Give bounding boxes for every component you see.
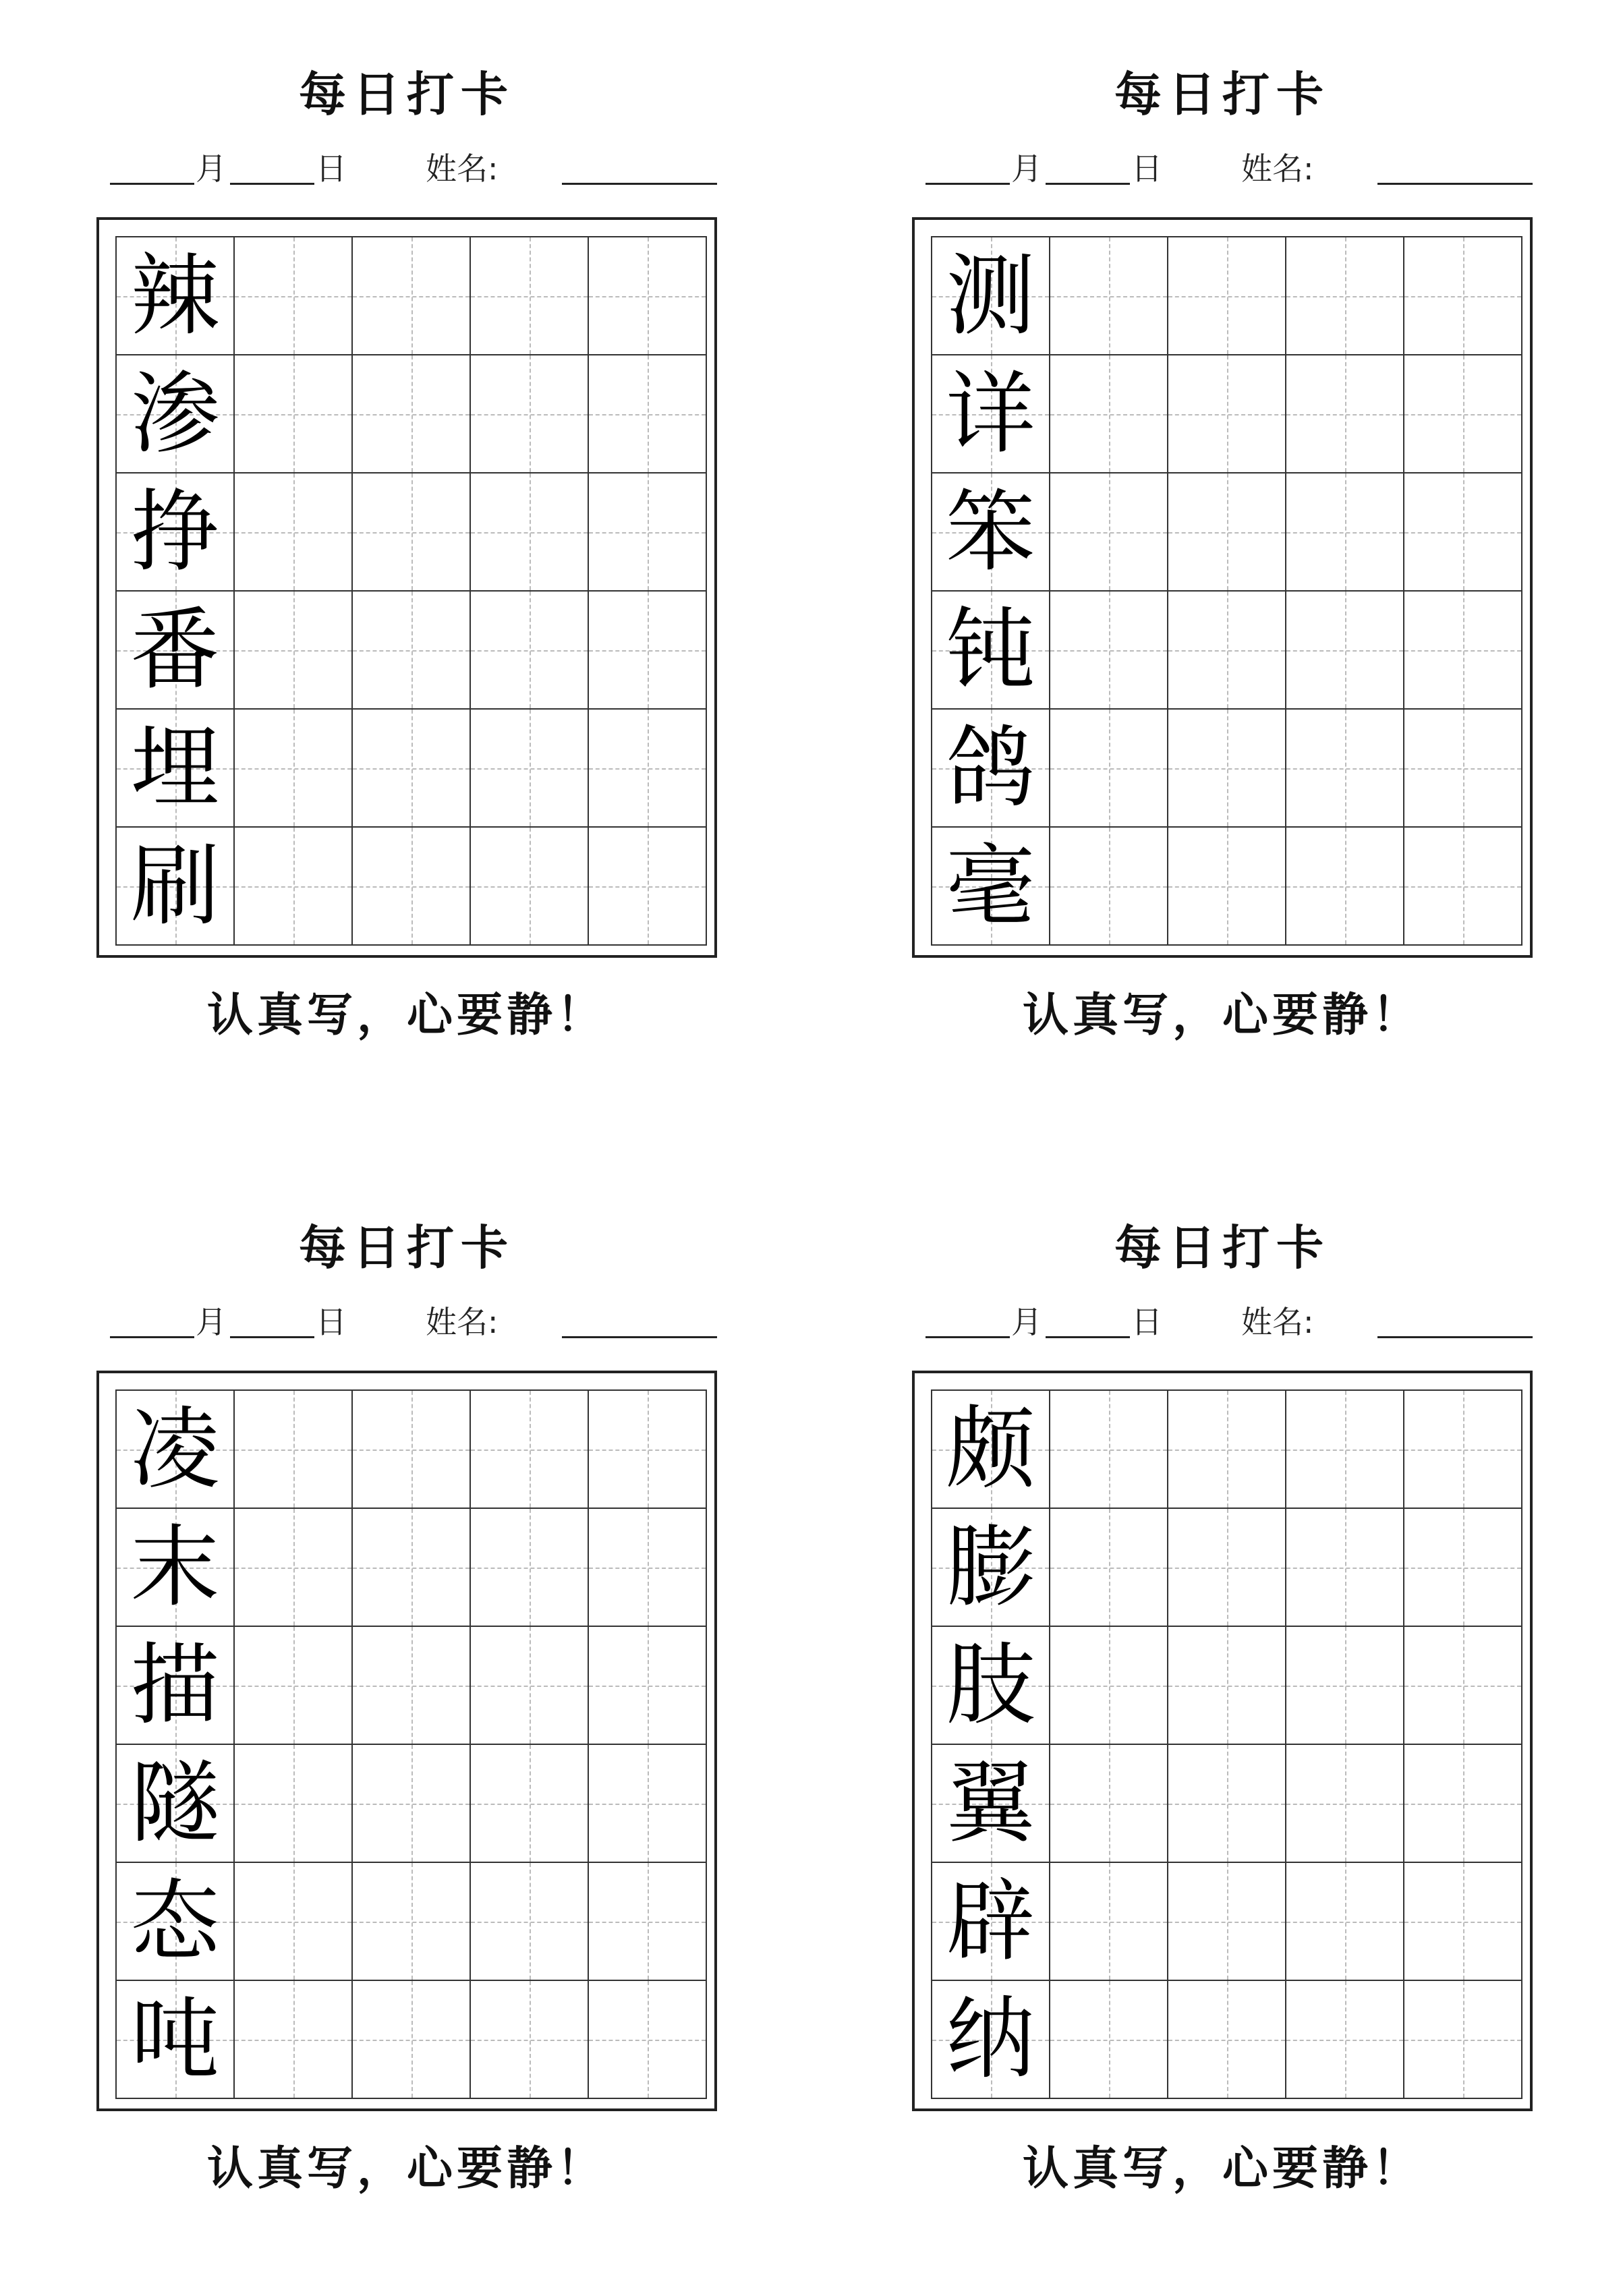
grid-row xyxy=(116,1626,706,1744)
example-character: 颇 xyxy=(946,1397,1035,1501)
day-blank[interactable] xyxy=(230,183,314,185)
writing-cell[interactable] xyxy=(588,591,706,709)
writing-cell[interactable] xyxy=(1286,1980,1404,2098)
example-cell xyxy=(116,1390,234,1508)
grid-row xyxy=(932,1744,1522,1862)
example-cell xyxy=(932,1390,1050,1508)
writing-cell[interactable] xyxy=(1050,237,1168,355)
writing-cell[interactable] xyxy=(1050,473,1168,591)
writing-cell[interactable] xyxy=(1050,827,1168,945)
month-label: 月 xyxy=(196,150,227,187)
grid-row xyxy=(116,591,706,709)
grid-row xyxy=(116,827,706,945)
grid-row xyxy=(116,1390,706,1508)
writing-cell[interactable] xyxy=(1168,237,1286,355)
example-character: 凌 xyxy=(130,1397,220,1501)
example-character: 吨 xyxy=(130,1987,220,2092)
writing-cell[interactable] xyxy=(234,473,352,591)
practice-card-2 xyxy=(885,0,1560,1079)
day-label: 日 xyxy=(1131,1304,1162,1340)
grid-row xyxy=(932,1862,1522,1980)
writing-cell[interactable] xyxy=(588,355,706,473)
practice-card-3 xyxy=(69,1153,744,2233)
writing-cell[interactable] xyxy=(234,591,352,709)
writing-cell[interactable] xyxy=(588,1744,706,1862)
writing-cell[interactable] xyxy=(1168,827,1286,945)
grid-row xyxy=(116,473,706,591)
example-character: 肢 xyxy=(946,1633,1035,1738)
grid-row xyxy=(932,591,1522,709)
writing-cell[interactable] xyxy=(352,473,470,591)
grid-row xyxy=(932,709,1522,827)
example-character: 纳 xyxy=(946,1987,1035,2092)
example-cell xyxy=(116,1626,234,1744)
example-cell xyxy=(116,237,234,355)
writing-cell[interactable] xyxy=(470,709,588,827)
writing-cell[interactable] xyxy=(1286,1508,1404,1626)
writing-cell[interactable] xyxy=(352,591,470,709)
tian-grid xyxy=(115,236,707,946)
writing-cell[interactable] xyxy=(1168,709,1286,827)
month-label: 月 xyxy=(196,1304,227,1340)
writing-cell[interactable] xyxy=(352,1508,470,1626)
writing-cell[interactable] xyxy=(234,1744,352,1862)
writing-cell[interactable] xyxy=(1286,1744,1404,1862)
card-title: 每日打卡 xyxy=(1114,66,1330,122)
writing-cell[interactable] xyxy=(352,1862,470,1980)
writing-cell[interactable] xyxy=(1404,473,1522,591)
example-cell xyxy=(116,1508,234,1626)
writing-cell[interactable] xyxy=(470,1626,588,1744)
example-character: 翼 xyxy=(946,1751,1035,1856)
card-title: 每日打卡 xyxy=(1114,1219,1330,1275)
writing-cell[interactable] xyxy=(352,1744,470,1862)
writing-cell[interactable] xyxy=(1286,591,1404,709)
month-blank[interactable] xyxy=(926,1336,1010,1338)
grid-row xyxy=(932,1980,1522,2098)
writing-cell[interactable] xyxy=(1286,1390,1404,1508)
month-blank[interactable] xyxy=(926,183,1010,185)
motto-text: 认真写，心要静！ xyxy=(1022,2142,1422,2195)
name-blank[interactable] xyxy=(562,1336,717,1338)
writing-cell[interactable] xyxy=(1168,591,1286,709)
writing-cell[interactable] xyxy=(1404,1508,1522,1626)
info-line xyxy=(110,1295,704,1342)
grid-row xyxy=(116,1508,706,1626)
motto-text: 认真写，心要静！ xyxy=(1022,988,1422,1042)
writing-cell[interactable] xyxy=(1168,1626,1286,1744)
writing-cell[interactable] xyxy=(470,591,588,709)
example-cell xyxy=(116,591,234,709)
example-cell xyxy=(116,1980,234,2098)
example-cell xyxy=(932,591,1050,709)
writing-cell[interactable] xyxy=(1050,1508,1168,1626)
writing-cell[interactable] xyxy=(352,1980,470,2098)
day-blank[interactable] xyxy=(230,1336,314,1338)
writing-cell[interactable] xyxy=(1404,1744,1522,1862)
writing-cell[interactable] xyxy=(1286,1626,1404,1744)
example-character: 挣 xyxy=(130,480,220,584)
example-cell xyxy=(116,827,234,945)
writing-cell[interactable] xyxy=(234,709,352,827)
writing-cell[interactable] xyxy=(588,237,706,355)
writing-cell[interactable] xyxy=(1050,1980,1168,2098)
grid-row xyxy=(932,1626,1522,1744)
practice-card-1 xyxy=(69,0,744,1079)
writing-cell[interactable] xyxy=(1404,709,1522,827)
example-character: 隧 xyxy=(130,1751,220,1856)
writing-cell[interactable] xyxy=(1404,355,1522,473)
writing-cell[interactable] xyxy=(470,355,588,473)
example-character: 末 xyxy=(130,1515,220,1619)
name-label: 姓名: xyxy=(426,150,499,187)
writing-cell[interactable] xyxy=(588,1862,706,1980)
writing-cell[interactable] xyxy=(352,355,470,473)
writing-cell[interactable] xyxy=(1050,1626,1168,1744)
month-label: 月 xyxy=(1011,1304,1042,1340)
example-character: 辟 xyxy=(946,1869,1035,1974)
writing-cell[interactable] xyxy=(1050,1744,1168,1862)
writing-cell[interactable] xyxy=(1404,1980,1522,2098)
writing-cell[interactable] xyxy=(588,1980,706,2098)
example-cell xyxy=(116,355,234,473)
example-character: 膨 xyxy=(946,1515,1035,1619)
writing-cell[interactable] xyxy=(588,1626,706,1744)
writing-cell[interactable] xyxy=(1404,1626,1522,1744)
tian-grid xyxy=(115,1389,707,2099)
card-title: 每日打卡 xyxy=(299,1219,515,1275)
example-cell xyxy=(932,473,1050,591)
example-cell xyxy=(116,473,234,591)
info-line xyxy=(110,142,704,189)
example-character: 态 xyxy=(130,1869,220,1974)
writing-cell[interactable] xyxy=(1050,709,1168,827)
info-line xyxy=(926,142,1519,189)
writing-cell[interactable] xyxy=(588,827,706,945)
writing-cell[interactable] xyxy=(1404,827,1522,945)
writing-cell[interactable] xyxy=(1050,1862,1168,1980)
name-blank[interactable] xyxy=(1377,183,1533,185)
day-label: 日 xyxy=(316,150,347,187)
tian-grid xyxy=(931,236,1522,946)
example-cell xyxy=(932,1744,1050,1862)
tian-grid xyxy=(931,1389,1522,2099)
writing-cell[interactable] xyxy=(1050,591,1168,709)
example-cell xyxy=(932,237,1050,355)
writing-cell[interactable] xyxy=(1286,473,1404,591)
writing-cell[interactable] xyxy=(234,1980,352,2098)
example-cell xyxy=(932,1980,1050,2098)
writing-cell[interactable] xyxy=(1404,237,1522,355)
writing-cell[interactable] xyxy=(1168,1508,1286,1626)
example-character: 渗 xyxy=(130,362,220,466)
month-label: 月 xyxy=(1011,150,1042,187)
practice-card-4 xyxy=(885,1153,1560,2233)
grid-row xyxy=(932,473,1522,591)
writing-cell[interactable] xyxy=(470,1390,588,1508)
writing-cell[interactable] xyxy=(588,473,706,591)
writing-cell[interactable] xyxy=(234,1626,352,1744)
example-character: 刷 xyxy=(130,834,220,938)
writing-cell[interactable] xyxy=(1404,591,1522,709)
motto-text: 认真写，心要静！ xyxy=(206,988,606,1042)
example-character: 鸽 xyxy=(946,716,1035,820)
example-character: 番 xyxy=(130,598,220,702)
grid-row xyxy=(932,237,1522,355)
writing-cell[interactable] xyxy=(588,1390,706,1508)
grid-row xyxy=(932,827,1522,945)
grid-row xyxy=(932,355,1522,473)
writing-cell[interactable] xyxy=(470,1744,588,1862)
grid-row xyxy=(116,1862,706,1980)
day-label: 日 xyxy=(316,1304,347,1340)
writing-cell[interactable] xyxy=(234,1390,352,1508)
writing-cell[interactable] xyxy=(234,1862,352,1980)
name-label: 姓名: xyxy=(1241,1304,1314,1340)
name-blank[interactable] xyxy=(1377,1336,1533,1338)
example-cell xyxy=(932,1862,1050,1980)
writing-cell[interactable] xyxy=(352,237,470,355)
example-cell xyxy=(932,355,1050,473)
writing-cell[interactable] xyxy=(1286,355,1404,473)
writing-cell[interactable] xyxy=(1168,473,1286,591)
writing-cell[interactable] xyxy=(470,473,588,591)
example-cell xyxy=(932,827,1050,945)
motto-text: 认真写，心要静！ xyxy=(206,2142,606,2195)
writing-cell[interactable] xyxy=(1050,1390,1168,1508)
writing-cell[interactable] xyxy=(470,1980,588,2098)
name-label: 姓名: xyxy=(426,1304,499,1340)
example-cell xyxy=(116,1862,234,1980)
writing-cell[interactable] xyxy=(1168,1390,1286,1508)
example-character: 辣 xyxy=(130,243,220,348)
card-title: 每日打卡 xyxy=(299,66,515,122)
writing-cell[interactable] xyxy=(352,709,470,827)
day-label: 日 xyxy=(1131,150,1162,187)
writing-cell[interactable] xyxy=(234,355,352,473)
example-character: 测 xyxy=(946,243,1035,348)
writing-cell[interactable] xyxy=(470,1862,588,1980)
writing-cell[interactable] xyxy=(470,827,588,945)
grid-row xyxy=(116,1980,706,2098)
writing-cell[interactable] xyxy=(1286,709,1404,827)
name-blank[interactable] xyxy=(562,183,717,185)
grid-row xyxy=(116,1744,706,1862)
example-cell xyxy=(116,709,234,827)
day-blank[interactable] xyxy=(1046,183,1130,185)
info-line xyxy=(926,1295,1519,1342)
name-label: 姓名: xyxy=(1241,150,1314,187)
writing-cell[interactable] xyxy=(352,1390,470,1508)
writing-cell[interactable] xyxy=(588,709,706,827)
month-blank[interactable] xyxy=(110,1336,194,1338)
example-cell xyxy=(932,1626,1050,1744)
writing-cell[interactable] xyxy=(234,237,352,355)
example-character: 详 xyxy=(946,362,1035,466)
writing-cell[interactable] xyxy=(352,827,470,945)
example-character: 埋 xyxy=(130,716,220,820)
writing-cell[interactable] xyxy=(1168,1980,1286,2098)
writing-cell[interactable] xyxy=(1168,1744,1286,1862)
writing-cell[interactable] xyxy=(1168,1862,1286,1980)
example-character: 毫 xyxy=(946,834,1035,938)
writing-cell[interactable] xyxy=(234,1508,352,1626)
grid-row xyxy=(116,355,706,473)
example-character: 钝 xyxy=(946,598,1035,702)
writing-cell[interactable] xyxy=(1286,1862,1404,1980)
writing-cell[interactable] xyxy=(234,827,352,945)
writing-cell[interactable] xyxy=(1168,355,1286,473)
example-cell xyxy=(932,709,1050,827)
grid-row xyxy=(932,1508,1522,1626)
writing-cell[interactable] xyxy=(1286,237,1404,355)
writing-cell[interactable] xyxy=(470,237,588,355)
writing-cell[interactable] xyxy=(1404,1390,1522,1508)
example-cell xyxy=(116,1744,234,1862)
grid-row xyxy=(932,1390,1522,1508)
example-cell xyxy=(932,1508,1050,1626)
writing-cell[interactable] xyxy=(1286,827,1404,945)
grid-row xyxy=(116,237,706,355)
writing-cell[interactable] xyxy=(1050,355,1168,473)
grid-row xyxy=(116,709,706,827)
day-blank[interactable] xyxy=(1046,1336,1130,1338)
example-character: 描 xyxy=(130,1633,220,1738)
writing-cell[interactable] xyxy=(1404,1862,1522,1980)
writing-cell[interactable] xyxy=(470,1508,588,1626)
writing-cell[interactable] xyxy=(352,1626,470,1744)
example-character: 笨 xyxy=(946,480,1035,584)
writing-cell[interactable] xyxy=(588,1508,706,1626)
month-blank[interactable] xyxy=(110,183,194,185)
